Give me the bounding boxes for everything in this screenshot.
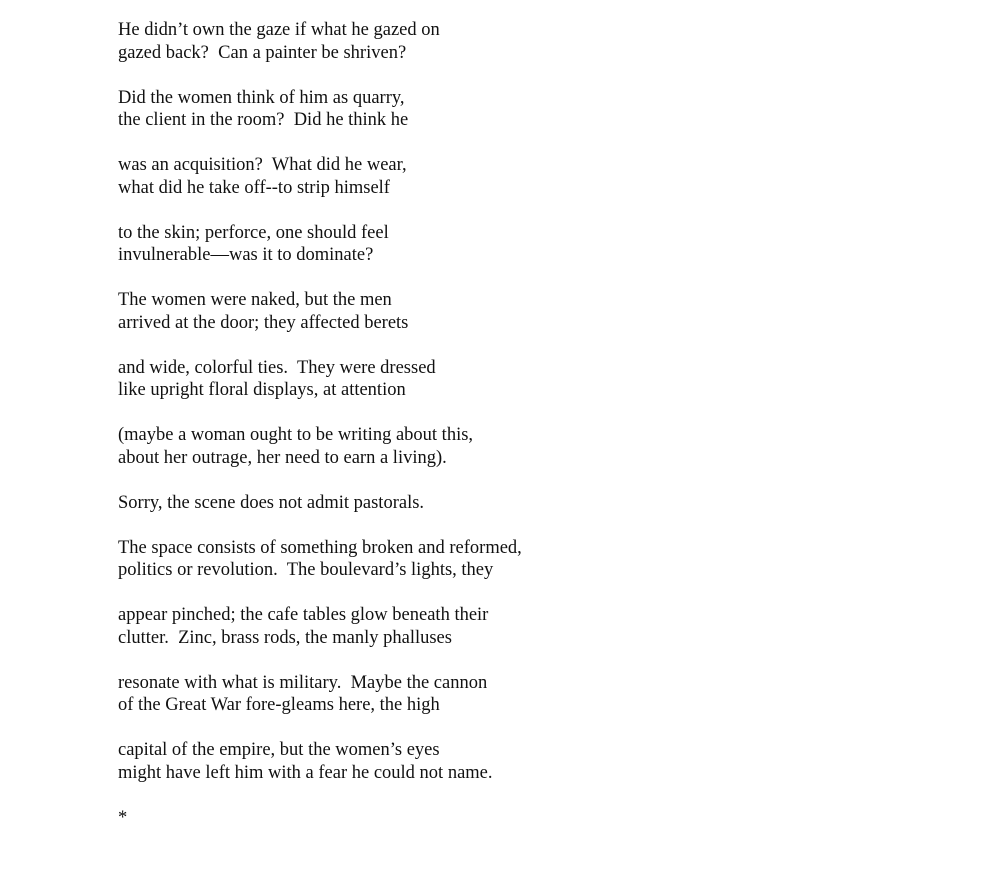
poem-line: to the skin; perforce, one should feel [118,222,389,243]
poem-line: politics or revolution. The boulevard’s lights, they [118,560,494,580]
poem-line: what did he take off--to strip himself [118,177,390,198]
poem-line: and wide, colorful ties. They were dressed [118,357,436,378]
stanza-10 [118,604,522,649]
poem-line: gazed back? Can a painter be shriven? [118,42,407,63]
stanza-9 [118,537,522,582]
poem-line: He didn’t own the gaze if what he gazed on [118,20,440,40]
poem-line: appear pinched; the cafe tables glow beneath their [118,605,489,625]
poem-line: (maybe a woman ought to be writing about this, [118,425,474,445]
stanza-1 [118,19,522,64]
poem-line: the client in the room? Did he think he [118,110,409,130]
stanza-11 [118,672,522,717]
poem-line: clutter. Zinc, brass rods, the manly phalluses [118,627,452,648]
poem-line: might have left him with a fear he could not name. [118,762,493,783]
poem-line: invulnerable—was it to dominate? [118,245,374,265]
poem-line: like upright floral displays, at attention [118,380,406,400]
stanza-3 [118,154,522,199]
poem-line: arrived at the door; they affected berets [118,312,409,333]
section-break-asterisk: * [118,807,128,828]
poem-line: of the Great War fore-gleams here, the high [118,695,440,715]
poem-line: about her outrage, her need to earn a living). [118,447,447,468]
stanza-6 [118,357,522,402]
poem-line: capital of the empire, but the women’s eyes [118,740,440,760]
poem-line: The space consists of something broken and reformed, [118,537,522,558]
stanza-12 [118,739,522,784]
stanza-4 [118,222,522,267]
stanza-8 [118,492,522,515]
poem-line: The women were naked, but the men [118,290,392,310]
poem-line: Did the women think of him as quarry, [118,87,405,108]
poem-line: Sorry, the scene does not admit pastorals. [118,492,425,513]
poem-line: resonate with what is military. Maybe the cannon [118,672,488,693]
poem-line: was an acquisition? What did he wear, [118,155,407,175]
stanza-7 [118,424,522,469]
stanza-5 [118,289,522,334]
poem [118,19,522,829]
stanza-2 [118,87,522,132]
